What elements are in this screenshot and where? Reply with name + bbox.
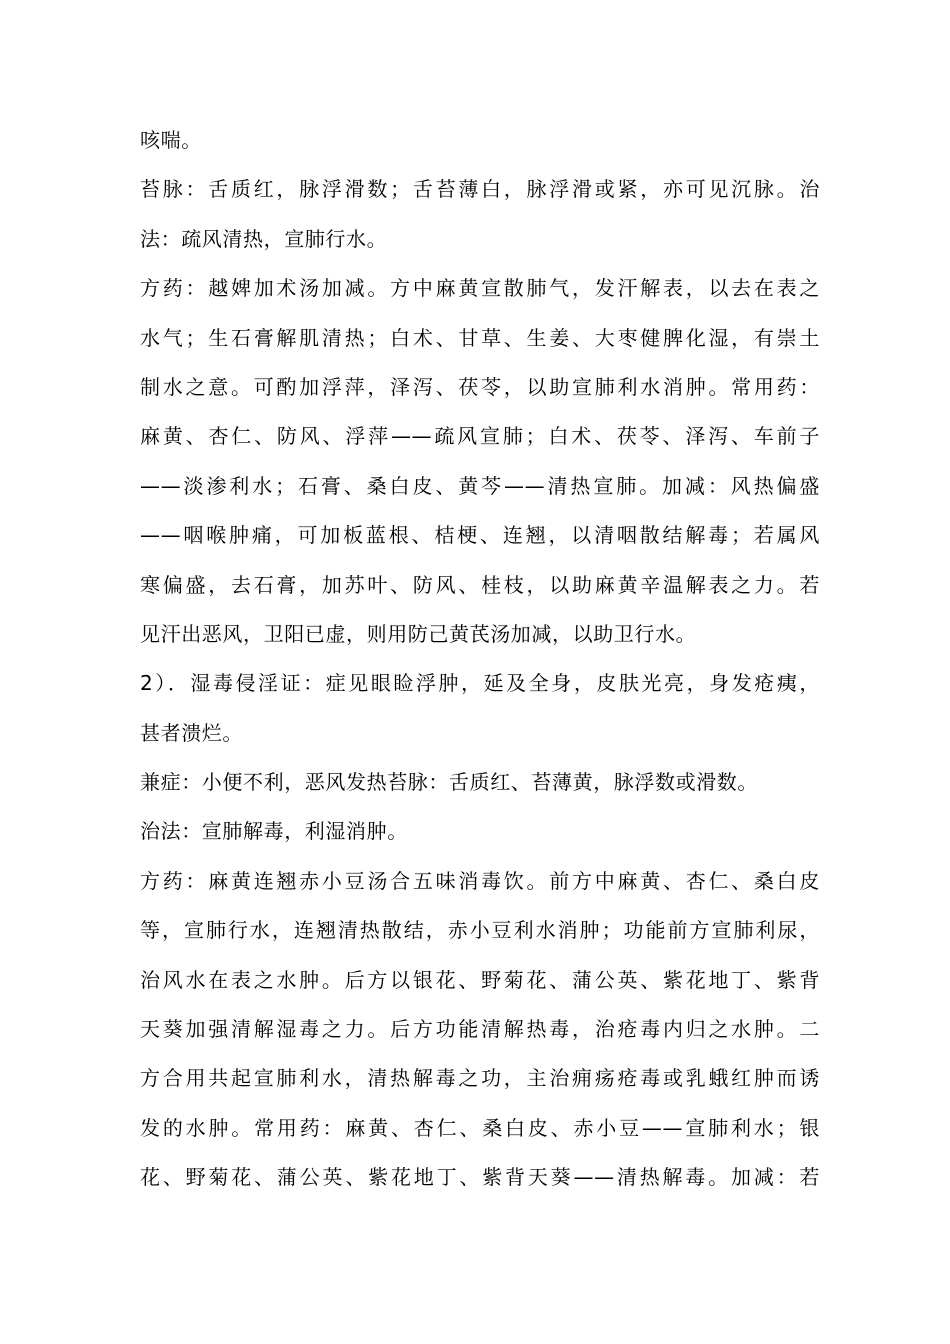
document-body — [140, 116, 820, 1203]
text-line: 兼症：小便不利，恶风发热苔脉：舌质红、苔薄黄，脉浮数或滑数。 — [140, 770, 758, 795]
text-line: ——咽喉肿痛，可加板蓝根、桔梗、连翘，以清咽散结解毒；若属风 — [140, 523, 820, 548]
text-line: 水气；生石膏解肌清热；白术、甘草、生姜、大枣健脾化湿，有崇土 — [140, 325, 820, 350]
text-line: 治法：宣肺解毒，利湿消肿。 — [140, 819, 408, 844]
text-line: 法：疏风清热，宣肺行水。 — [140, 226, 388, 251]
text-line: 方药：越婢加术汤加减。方中麻黄宣散肺气，发汗解表，以去在表之 — [140, 276, 820, 301]
text-line: 2）．湿毒侵淫证：症见眼睑浮肿，延及全身，皮肤光亮，身发疮痍， — [140, 671, 820, 696]
text-line: 见汗出恶风，卫阳已虚，则用防己黄芪汤加减，以助卫行水。 — [140, 621, 697, 646]
text-line: 发的水肿。常用药：麻黄、杏仁、桑白皮、赤小豆——宣肺利水；银 — [140, 1115, 820, 1140]
text-line: 天葵加强清解湿毒之力。后方功能清解热毒，治疮毒内归之水肿。二 — [140, 1017, 820, 1042]
text-line: 花、野菊花、蒲公英、紫花地丁、紫背天葵——清热解毒。加减：若 — [140, 1165, 820, 1190]
text-line: 方合用共起宣肺利水，清热解毒之功，主治痈疡疮毒或乳蛾红肿而诱 — [140, 1066, 820, 1091]
text-line: ——淡渗利水；石膏、桑白皮、黄芩——清热宣肺。加减：风热偏盛 — [140, 473, 820, 498]
text-line: 甚者溃烂。 — [140, 720, 243, 745]
text-line: 制水之意。可酌加浮萍，泽泻、茯苓，以助宣肺利水消肿。常用药： — [140, 374, 820, 399]
text-line: 麻黄、杏仁、防风、浮萍——疏风宣肺；白术、茯苓、泽泻、车前子 — [140, 424, 820, 449]
text-line: 苔脉：舌质红，脉浮滑数；舌苔薄白，脉浮滑或紧，亦可见沉脉。治 — [140, 177, 820, 202]
text-line: 治风水在表之水肿。后方以银花、野菊花、蒲公英、紫花地丁、紫背 — [140, 967, 820, 992]
text-line: 咳喘。 — [140, 128, 202, 152]
text-line: 等，宣肺行水，连翘清热散结，赤小豆利水消肿；功能前方宣肺利尿， — [140, 918, 820, 943]
text-line: 寒偏盛，去石膏，加苏叶、防风、桂枝，以助麻黄辛温解表之力。若 — [140, 572, 820, 597]
text-line: 方药：麻黄连翘赤小豆汤合五味消毒饮。前方中麻黄、杏仁、桑白皮 — [140, 868, 820, 893]
